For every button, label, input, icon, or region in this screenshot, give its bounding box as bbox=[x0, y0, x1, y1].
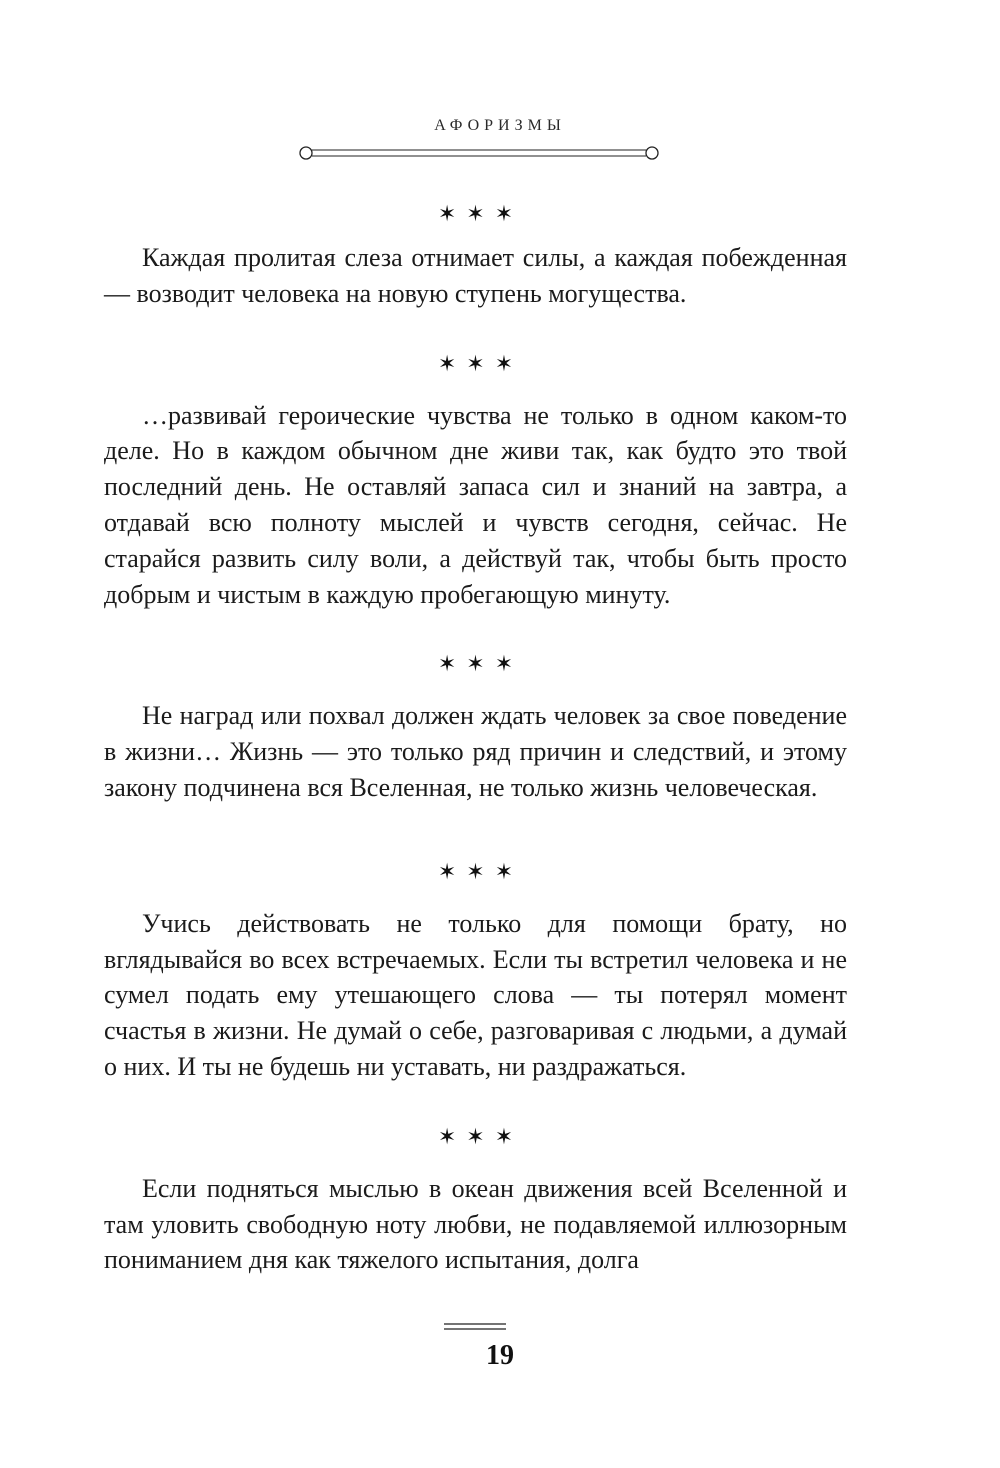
section-separator: ✶✶✶ bbox=[437, 201, 524, 226]
section-separator: ✶✶✶ bbox=[437, 651, 524, 677]
page-body bbox=[104, 188, 847, 1278]
section-separator: ✶✶✶ bbox=[437, 350, 524, 376]
page-number: 19 bbox=[486, 1340, 514, 1371]
aphorism-paragraph-2: …развивай героические чувства не только в одном каком-то деле. Но в каждом обычном дне живи так, как будто это твой последний день. Не оставляй запаса сил и знаний на завтра, а отдавай всю полноту мыслей и чувств сегодня, сейчас. Не старайся развить силу воли, а действуй так, чтобы быть просто добрым и чистым в каждую пробегающую минуту. bbox=[104, 400, 847, 609]
section-separator: ✶✶✶ bbox=[437, 858, 524, 884]
folio-rule bbox=[444, 1322, 506, 1332]
header-ornament bbox=[298, 145, 660, 161]
section-separator: ✶✶✶ bbox=[437, 1123, 524, 1149]
aphorism-paragraph-1: Каждая пролитая слеза отнимает силы, а каждая побежденная — возводит человека на новую ступень могущества. bbox=[104, 243, 847, 308]
aphorism-paragraph-5: Если подняться мыслью в океан движения всей Вселенной и там уловить свободную ноту любви, не подавляемой иллюзорным пониманием дня как тяжелого испытания, долга bbox=[104, 1173, 847, 1275]
aphorism-paragraph-3: Не наград или похвал должен ждать человек за свое поведение в жизни… Жизнь — это только ряд причин и следствий, и этому закону подчинена вся Вселенная, не только жизнь человеческая. bbox=[104, 701, 847, 802]
aphorism-paragraph-4: Учись действовать не только для помощи брату, но вглядывайся во всех встречаемых. Если ты встретил человека и не сумел подать ему утешающего слова — ты потерял момент счастья в жизни. Не думай о себе, разговаривая с людьми, а думай о них. И ты не будешь ни уставать, ни раздражаться. bbox=[104, 908, 847, 1081]
running-head: АФОРИЗМЫ bbox=[434, 117, 566, 134]
